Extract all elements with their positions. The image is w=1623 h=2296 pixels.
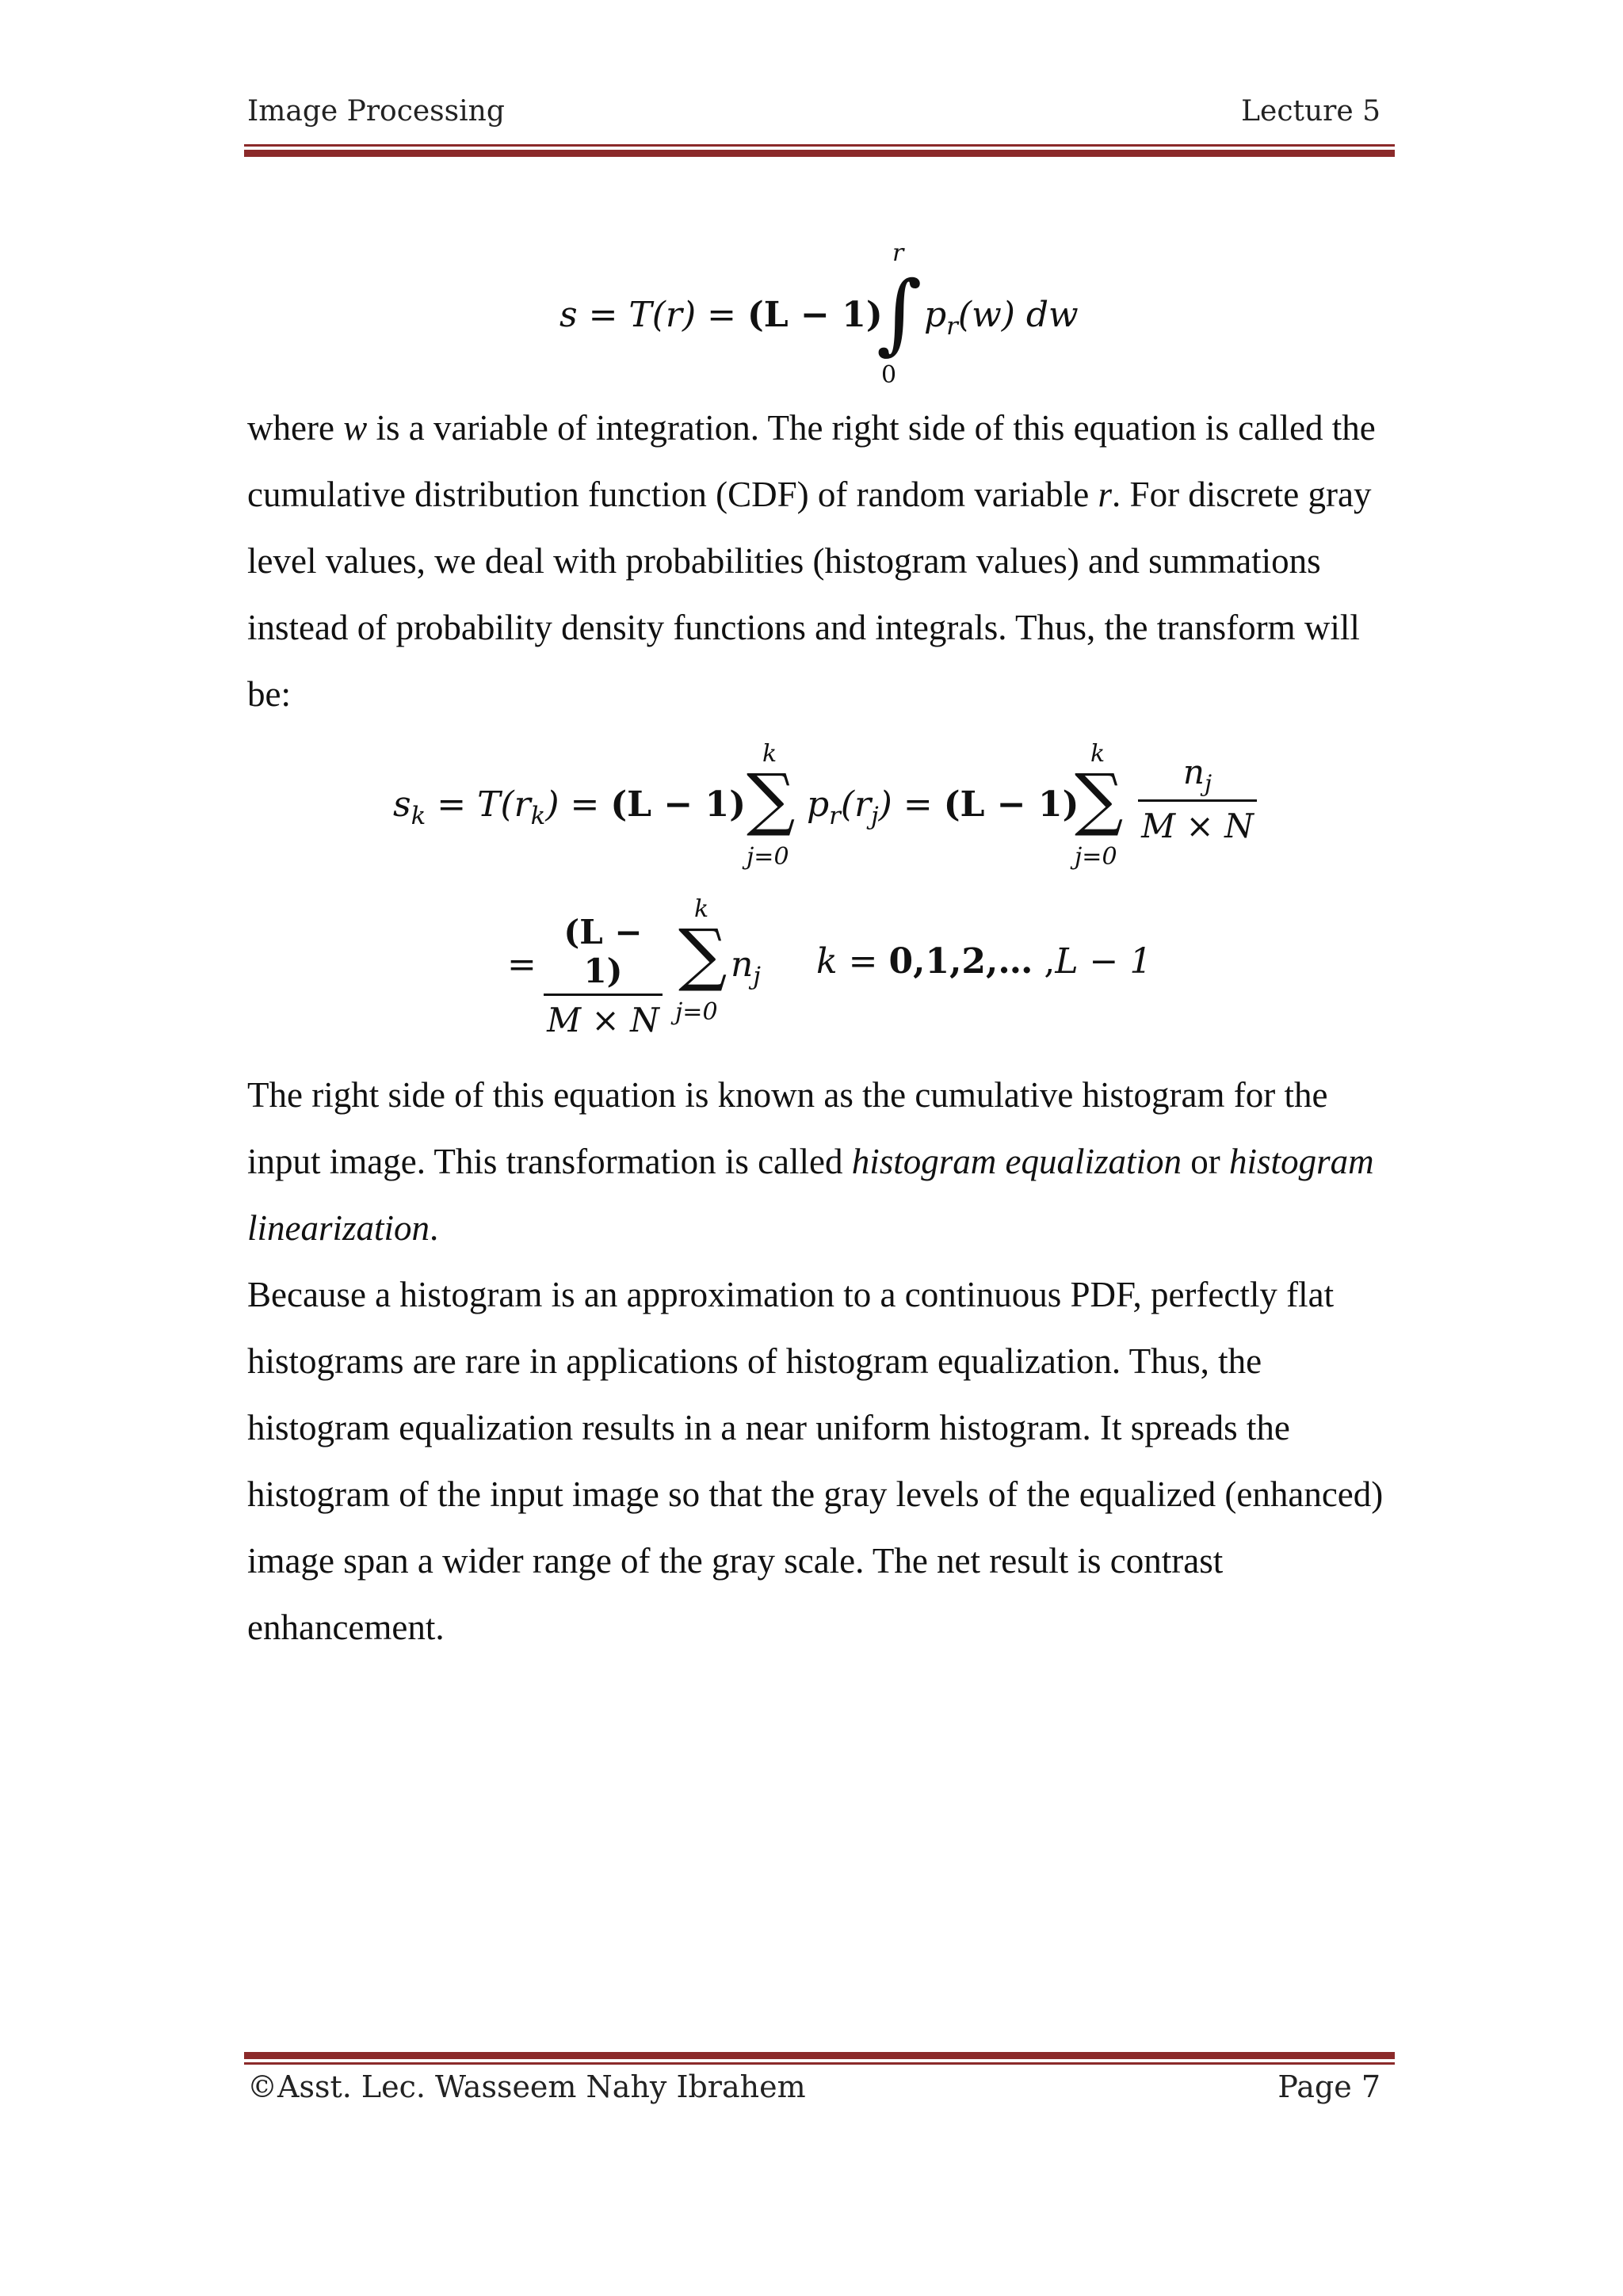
eq2-term1-arg: (r: [840, 784, 872, 825]
para1-text-2: is a variable of integration. The right side of this equation is called the cumulative distribution function (CDF) of random variable: [247, 408, 1376, 514]
eq1-integrand-rest: (w) dw: [957, 295, 1079, 335]
eq3-k-sep: ,: [1033, 941, 1056, 982]
eq3-frac-num: (L − 1): [544, 913, 663, 996]
term-histogram-equalization: histogram equalization: [851, 1142, 1182, 1181]
paragraph-cumulative-histogram: [247, 1062, 1388, 1261]
eq2-term1-arg-sub: j: [871, 801, 879, 830]
header-rule: [244, 144, 1395, 157]
paragraph-pdf-approximation: [247, 1261, 1388, 1661]
eq2-factor2: (L − 1): [943, 784, 1079, 825]
eq3-k-label: k =: [816, 941, 889, 982]
footer-author: ©Asst. Lec. Wasseem Nahy Ibrahem: [247, 2069, 806, 2104]
paragraph-cdf: [247, 395, 1388, 727]
eq2-factor1: (L − 1): [610, 784, 747, 825]
para1-var-r: r: [1098, 475, 1113, 514]
sum3-sign: ∑: [678, 915, 727, 994]
eq2-frac-den: M × N: [1141, 807, 1254, 846]
para2-text-3: .: [430, 1208, 439, 1248]
eq2-sum1-upper: k: [762, 740, 777, 768]
eq1-integrand-sub: r: [946, 311, 958, 341]
eq2-term1: p: [807, 784, 830, 825]
eq3-frac-den: M × N: [547, 1001, 659, 1039]
eq3-k-values: 0,1,2,…: [888, 941, 1033, 982]
para3-text: Because a histogram is an approximation to a continuous PDF, perfectly flat histograms are rare in applications of histogram equalization. Thus, the histogram equalization results in a near uniform histogram. It spreads the histogram of the input image so that the gray levels of the equalized (enhanced) image span a wider range of the gray scale. The net result is contrast enhancement.: [247, 1275, 1384, 1647]
eq3-k-end: L − 1: [1055, 941, 1152, 982]
eq3-fraction: [544, 913, 663, 1039]
eq3-term: n: [731, 944, 754, 985]
integral-sign: ∫: [876, 262, 922, 364]
eq1-upper-limit: r: [892, 239, 904, 267]
para2-text-1: The right side of this equation is known as the cumulative histogram for the input image. This transformation is called: [247, 1075, 1328, 1181]
eq1-factor: (L − 1): [747, 295, 883, 335]
eq2-fraction: [1138, 753, 1257, 845]
para1-var-w: w: [343, 408, 368, 448]
eq2-frac-num-sub: j: [1204, 769, 1212, 797]
sum2-sign: ∑: [1075, 760, 1124, 839]
eq2-term1-end: ) =: [878, 784, 944, 825]
eq1-integrand: p: [924, 295, 947, 335]
eq3-sum-upper: k: [694, 895, 709, 923]
header-title: Image Processing: [247, 95, 505, 128]
eq3-equals: =: [507, 944, 537, 985]
header-lecture: Lecture 5: [1241, 95, 1381, 128]
para1-text-3: . For discrete gray level values, we deal with probabilities (histogram values) and summations instead of probability density functions and integrals. Thus, the transform will be:: [247, 475, 1372, 714]
eq2-term1-sub: r: [829, 801, 841, 830]
eq2-sum2-upper: k: [1090, 740, 1106, 768]
sum1-sign: ∑: [747, 760, 796, 839]
footer-page-number: Page 7: [1277, 2069, 1381, 2104]
eq2-mid-sub: k: [530, 801, 546, 830]
eq2-lhs-sub: k: [411, 801, 426, 830]
eq2-sum1-lower: j=0: [747, 843, 789, 871]
eq2-mid: = T(r: [426, 784, 531, 825]
eq2-sum2-lower: j=0: [1075, 843, 1117, 871]
para1-text-1: where: [247, 408, 344, 448]
eq2-mid2: ) =: [545, 784, 611, 825]
para2-text-2: or: [1182, 1142, 1230, 1181]
eq1-lower-limit: 0: [881, 361, 897, 389]
eq2-frac-num: n: [1182, 753, 1205, 791]
eq3-sum-lower: j=0: [675, 998, 718, 1026]
eq3-term-sub: j: [753, 961, 761, 990]
footer-rule: [244, 2052, 1395, 2065]
term-histogram-linearization: histogram linearization: [247, 1142, 1374, 1248]
eq2-lhs: s: [393, 784, 411, 825]
eq1-lhs: s = T(r) =: [559, 295, 747, 335]
